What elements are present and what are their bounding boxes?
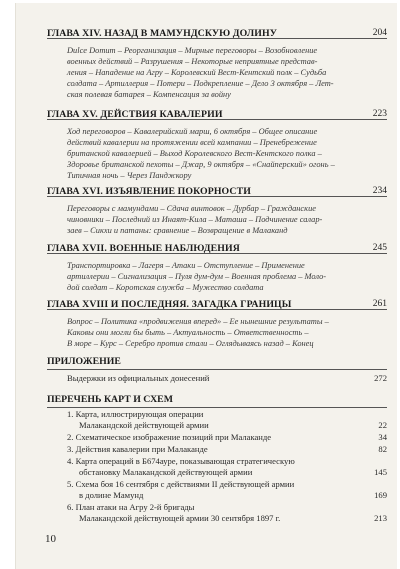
map-item xyxy=(67,409,387,430)
chapter-page: 234 xyxy=(372,186,387,196)
summary-line: ская полевая батарея – Компенсация за войну xyxy=(67,90,231,99)
chapter-rule xyxy=(47,253,387,254)
chapter-rule xyxy=(47,119,387,120)
map-item-line: обстановку Малакандской действующей армии xyxy=(79,466,253,477)
map-item-line: 5. Схема боя 16 сентября с действиями II действующей армии xyxy=(67,479,295,489)
appendix-item xyxy=(67,373,387,384)
chapter-rule xyxy=(47,309,387,310)
map-item xyxy=(67,479,387,500)
page-number: 10 xyxy=(45,533,56,545)
chapter-rule xyxy=(47,196,387,197)
summary-line: Транспортировка – Лагеря – Атаки – Отступление – Применение xyxy=(67,261,305,270)
chapter-page: 261 xyxy=(372,299,387,309)
summary-line: Переговоры с мамундами – Сдача винтовок – Дурбар – Гражданские xyxy=(67,204,316,213)
map-item xyxy=(67,502,387,523)
map-item-line: в долине Мамунд xyxy=(79,489,144,500)
book-page xyxy=(15,3,397,569)
summary-line: Здоровье британской пехоты – Джар, 9 октября – «Снайперский» огонь – xyxy=(67,160,335,169)
map-item xyxy=(67,432,387,443)
chapter-summary xyxy=(67,260,387,293)
map-item-line: Малакандской действующей армии xyxy=(79,419,209,430)
summary-line: дой солдат – Коротская служба – Мужество солдата xyxy=(67,283,264,292)
summary-line: заев – Сикхи и патаны: сравнение – Возвращение в Малаканд xyxy=(67,226,288,235)
chapter-16 xyxy=(47,186,387,236)
summary-line: артиллерии – Сигнализация – Пуля дум-дум – Военная проблема – Моло- xyxy=(67,272,327,281)
appendix-item-text: Выдержки из официальных донесений xyxy=(67,373,210,383)
map-item-page: 145 xyxy=(374,466,387,477)
map-item xyxy=(67,456,387,477)
chapter-title: ГЛАВА XIV. НАЗАД В МАМУНДСКУЮ ДОЛИНУ xyxy=(47,28,278,39)
summary-line: Каковы они могли бы быть – Актуальность – Ответственность – xyxy=(67,328,309,337)
summary-line: Вопрос – Политика «продвижения вперед» – Ее нынешние результаты – xyxy=(67,317,329,326)
chapter-page: 223 xyxy=(372,109,387,119)
summary-line: Ход переговоров – Кавалерийский марш, 6 октября – Общее описание xyxy=(67,127,318,136)
map-item-line: 1. Карта, иллюстрирующая операции xyxy=(67,409,204,419)
summary-line: В море – Курс – Серебро против стали – Оглядываясь назад – Конец xyxy=(67,339,314,348)
chapter-title: ГЛАВА XV. ДЕЙСТВИЯ КАВАЛЕРИИ xyxy=(47,109,223,120)
maps-rule xyxy=(47,407,387,408)
map-item-line: 2. Схематическое изображение позиций при Малаканде xyxy=(67,432,272,442)
chapter-title: ГЛАВА XVII. ВОЕННЫЕ НАБЛЮДЕНИЯ xyxy=(47,243,240,254)
map-item-page: 169 xyxy=(374,489,387,500)
chapter-summary xyxy=(67,316,387,349)
chapter-18 xyxy=(47,299,387,349)
summary-line: ления – Нападение на Агру – Королевский Вест-Кентский полк – Судьба xyxy=(67,68,327,77)
chapter-title: ГЛАВА XVI. ИЗЪЯВЛЕНИЕ ПОКОРНОСТИ xyxy=(47,186,251,197)
map-item xyxy=(67,444,387,455)
map-item-line: 3. Действия кавалерии при Малаканде xyxy=(67,444,208,454)
chapter-15 xyxy=(47,109,387,181)
summary-line: солдата – Артиллерия – Потери – Подкрепление – Дело 3 октября – Лет- xyxy=(67,79,334,88)
summary-line: Dulce Domum – Реорганизация – Мирные переговоры – Возобновление xyxy=(67,46,318,55)
chapter-title: ГЛАВА XVIII И ПОСЛЕДНЯЯ. ЗАГАДКА ГРАНИЦЫ xyxy=(47,299,292,310)
map-item-line: Малакандской действующей армии 30 сентября 1897 г. xyxy=(79,512,281,523)
chapter-page: 204 xyxy=(372,28,387,38)
map-item-page: 213 xyxy=(374,512,387,523)
map-item-line: 4. Карта операций в Б674ауре, показывающая стратегическую xyxy=(67,456,295,466)
chapter-rule xyxy=(47,38,387,39)
chapter-page: 245 xyxy=(372,243,387,253)
map-item-page: 34 xyxy=(378,432,387,442)
chapter-summary xyxy=(67,45,387,100)
chapter-14 xyxy=(47,28,387,100)
appendix-item-page: 272 xyxy=(374,373,387,383)
summary-line: Типичная ночь – Через Панджкору xyxy=(67,171,192,180)
chapter-17 xyxy=(47,243,387,293)
map-item-line: 6. План атаки на Агру 2-й бригады xyxy=(67,502,195,512)
appendix-title: ПРИЛОЖЕНИЕ xyxy=(47,356,121,367)
map-item-page: 22 xyxy=(378,419,387,430)
chapter-summary xyxy=(67,126,387,181)
summary-line: действий кавалерии на протяжении всей кампании – Пренебрежение xyxy=(67,138,317,147)
map-item-page: 82 xyxy=(378,444,387,454)
maps-title: ПЕРЕЧЕНЬ КАРТ И СХЕМ xyxy=(47,394,173,405)
summary-line: военных действий – Разрушения – Некоторые неприятные представ- xyxy=(67,57,318,66)
summary-line: чиновники – Последний из Инаят-Кила – Маташа – Подчинение салар- xyxy=(67,215,323,224)
chapter-summary xyxy=(67,203,387,236)
appendix-rule xyxy=(47,369,387,370)
summary-line: британской кавалерией – Выход Королевского Вест-Кентского полка – xyxy=(67,149,322,158)
